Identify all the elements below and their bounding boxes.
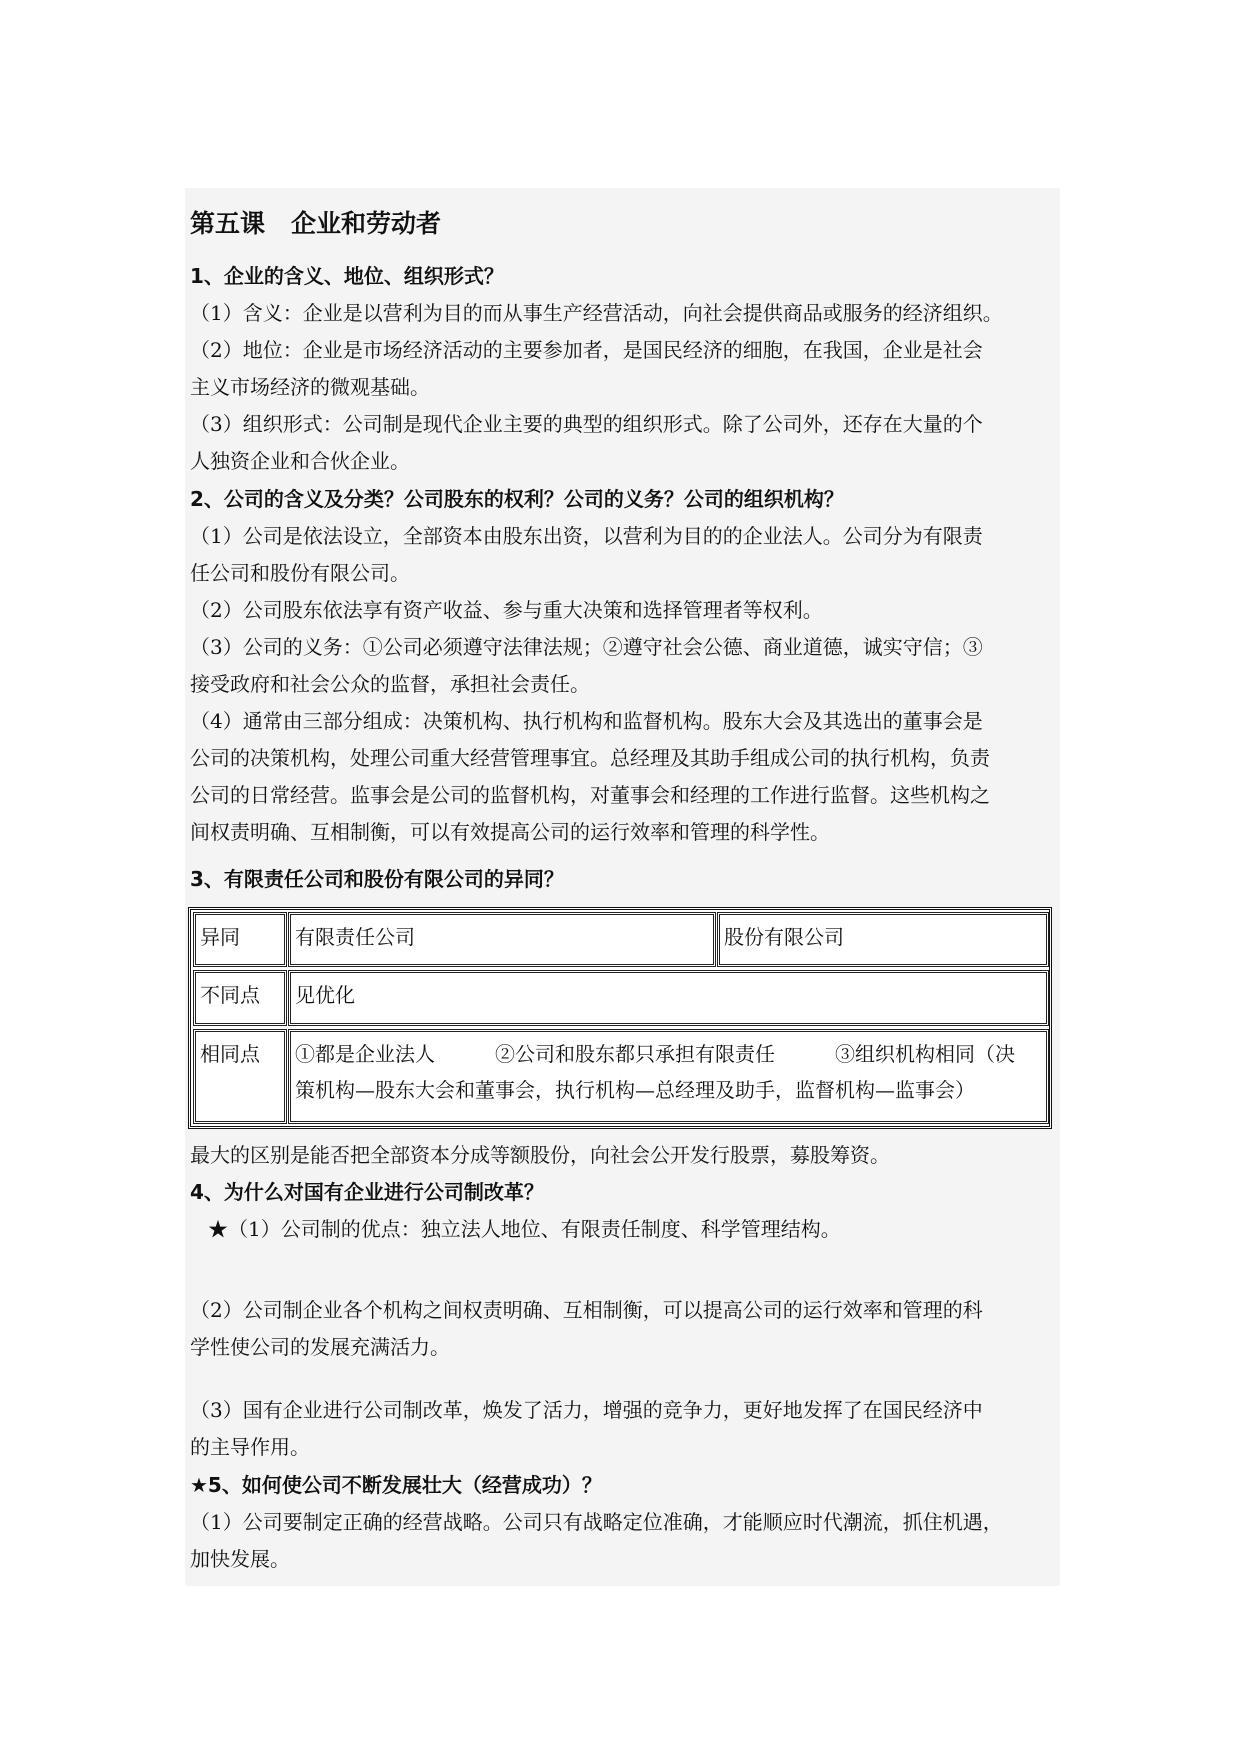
paragraph-line: 间权责明确、互相制衡，可以有效提高公司的运行效率和管理的科学性。 [190, 820, 830, 844]
paragraph-line: （2）地位：企业是市场经济活动的主要参加者，是国民经济的细胞，在我国，企业是社会 [190, 338, 983, 362]
paragraph-line: ★（1）公司制的优点：独立法人地位、有限责任制度、科学管理结构。 [208, 1217, 841, 1241]
table-header-cell: 有限责任公司 [288, 912, 716, 967]
table-row-label: 不同点 [193, 970, 287, 1026]
section-4-part-3 [190, 1392, 1056, 1466]
paragraph-line: （2）公司制企业各个机构之间权责明确、互相制衡，可以提高公司的运行效率和管理的科 [190, 1298, 983, 1322]
paragraph-line: （4）通常由三部分组成：决策机构、执行机构和监督机构。股东大会及其选出的董事会是 [190, 709, 983, 733]
section-heading: 3、有限责任公司和股份有限公司的异同？ [190, 867, 564, 891]
section-3 [190, 861, 1056, 898]
paragraph-line: 人独资企业和合伙企业。 [190, 449, 410, 473]
paragraph-line: （1）含义：企业是以营利为目的而从事生产经营活动，向社会提供商品或服务的经济组织。 [190, 301, 1003, 325]
paragraph-line: （3）国有企业进行公司制改革，焕发了活力，增强的竞争力，更好地发挥了在国民经济中 [190, 1398, 983, 1422]
paragraph-line: （3）公司的义务：①公司必须遵守法律法规；②遵守社会公德、商业道德，诚实守信；③ [190, 635, 983, 659]
section-heading: 1、企业的含义、地位、组织形式？ [190, 264, 504, 288]
page-title [190, 204, 441, 240]
paragraph-line: 主义市场经济的微观基础。 [190, 375, 430, 399]
paragraph-line: 接受政府和社会公众的监督，承担社会责任。 [190, 672, 590, 696]
paragraph-line: （1）公司是依法设立，全部资本由股东出资，以营利为目的的企业法人。公司分为有限责 [190, 524, 983, 548]
lesson-label: 第五课 [190, 209, 266, 238]
section-4 [190, 1174, 1056, 1248]
paragraph-line: 最大的区别是能否把全部资本分成等额股份，向社会公开发行股票，募股筹资。 [190, 1143, 890, 1167]
paragraph-line: 公司的决策机构，处理公司重大经营管理事宜。总经理及其助手组成公司的执行机构，负责 [190, 746, 990, 770]
table-header-cell: 异同 [193, 912, 287, 967]
lesson-topic: 企业和劳动者 [291, 209, 442, 238]
paragraph-line: （1）公司要制定正确的经营战略。公司只有战略定位准确，才能顺应时代潮流，抓住机遇， [190, 1510, 1003, 1534]
section-heading: 4、为什么对国有企业进行公司制改革？ [190, 1180, 544, 1204]
section-2 [190, 481, 1056, 851]
paragraph-line: 的主导作用。 [190, 1435, 310, 1459]
section-4-part-2 [190, 1292, 1056, 1366]
paragraph-line: （3）组织形式：公司制是现代企业主要的典型的组织形式。除了公司外，还存在大量的个 [190, 412, 983, 436]
section-heading: ★5、如何使公司不断发展壮大（经营成功）？ [190, 1473, 602, 1497]
section-5 [190, 1467, 1056, 1578]
section-1 [190, 258, 1056, 480]
table-row-label: 相同点 [193, 1029, 287, 1124]
section-3-note [190, 1137, 1056, 1174]
paragraph-line: 任公司和股份有限公司。 [190, 561, 410, 585]
paragraph-line: 学性使公司的发展充满活力。 [190, 1335, 450, 1359]
table-header-cell: 股份有限公司 [717, 912, 1049, 967]
section-heading: 2、公司的含义及分类？公司股东的权利？公司的义务？公司的组织机构？ [190, 487, 844, 511]
paragraph-line: 公司的日常经营。监事会是公司的监督机构，对董事会和经理的工作进行监督。这些机构之 [190, 783, 990, 807]
comparison-table [188, 907, 1052, 1129]
paragraph-line: （2）公司股东依法享有资产收益、参与重大决策和选择管理者等权利。 [190, 598, 823, 622]
table-cell-line: 策机构—股东大会和董事会，执行机构—总经理及助手，监督机构—监事会） [295, 1078, 975, 1102]
table-cell: 见优化 [288, 970, 1049, 1026]
table-cell [288, 1029, 1049, 1124]
table-cell-line: ①都是企业法人 ②公司和股东都只承担有限责任 ③组织机构相同（决 [295, 1042, 1015, 1066]
paragraph-line: 加快发展。 [190, 1547, 290, 1571]
